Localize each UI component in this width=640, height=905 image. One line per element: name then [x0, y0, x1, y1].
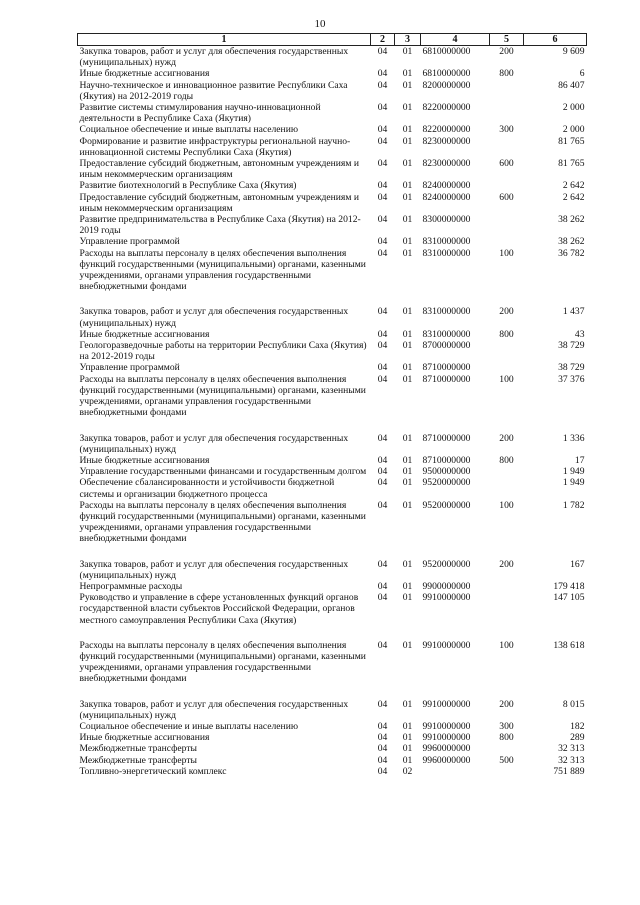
- row-target-article: 8710000000: [422, 362, 471, 374]
- row-name: Развитие системы стимулирования научно-инновационной деятельности в Республике Саха (Якутия): [79, 102, 321, 125]
- column-header-1: 1: [78, 34, 371, 46]
- table-row: [78, 640, 587, 699]
- table-row: [78, 180, 587, 191]
- row-expense-type: [490, 80, 524, 102]
- row-expense-type: 100: [499, 639, 514, 651]
- row-name: Развитие предпринимательства в Республике Саха (Якутия) на 2012-2019 годы: [79, 214, 361, 237]
- row-target-article: 6810000000: [422, 46, 471, 57]
- row-section: 04: [377, 306, 388, 318]
- row-amount: 2 000: [562, 124, 585, 136]
- row-amount: 32 313: [558, 743, 585, 755]
- table-header-row: [78, 34, 587, 46]
- page-number: 10: [314, 18, 326, 30]
- row-subsection: 01: [402, 180, 413, 192]
- table-row: [78, 500, 587, 559]
- row-subsection: 01: [402, 592, 413, 604]
- row-section: 04: [377, 328, 388, 340]
- row-amount: 289: [570, 732, 585, 744]
- row-subsection: 01: [402, 214, 413, 226]
- row-target-article: 8710000000: [422, 454, 471, 466]
- row-expense-type: [490, 362, 524, 373]
- row-amount: 147 105: [553, 592, 585, 604]
- row-name: Расходы на выплаты персоналу в целях обеспечения выполнения функций государственными (муниципальными) органами, казенными учреждениями, органами управления государственными внебюджетными фондами: [79, 499, 366, 545]
- table-row: [78, 721, 587, 732]
- row-expense-type: [490, 477, 524, 499]
- row-name: Предоставление субсидий бюджетным, автономным учреждениям и иным некоммерческим организациям: [79, 191, 359, 214]
- row-amount: 2 642: [562, 191, 585, 203]
- column-header-2: 2: [371, 34, 395, 46]
- row-expense-type: [490, 102, 524, 124]
- row-expense-type: 800: [499, 454, 514, 466]
- row-name: Расходы на выплаты персоналу в целях обеспечения выполнения функций государственными (муниципальными) органами, казенными учреждениями, органами управления государственными внебюджетными фондами: [79, 247, 366, 293]
- row-subsection: 01: [402, 743, 413, 755]
- row-target-article: 9960000000: [422, 754, 471, 766]
- row-expense-type: [490, 766, 524, 777]
- row-subsection: 01: [402, 558, 413, 570]
- row-section: 04: [377, 477, 388, 489]
- row-amount: 179 418: [553, 580, 585, 592]
- row-subsection: 01: [402, 135, 413, 147]
- row-subsection: 01: [402, 754, 413, 766]
- row-expense-type: 100: [499, 499, 514, 511]
- row-target-article: 8220000000: [422, 102, 471, 114]
- row-expense-type: 800: [499, 68, 514, 80]
- row-expense-type: [490, 236, 524, 247]
- row-amount: 182: [570, 720, 585, 732]
- row-amount: 751 889: [553, 765, 585, 777]
- row-subsection: 01: [402, 236, 413, 248]
- row-amount: 86 407: [558, 79, 585, 91]
- table-row: [78, 136, 587, 158]
- row-section: 04: [377, 639, 388, 651]
- row-target-article: 8240000000: [422, 191, 471, 203]
- row-subsection: 01: [402, 477, 413, 489]
- row-section: 04: [377, 373, 388, 385]
- row-section: 04: [377, 214, 388, 226]
- table-row: [78, 306, 587, 328]
- row-target-article: 6810000000: [422, 68, 471, 80]
- row-section: 04: [377, 743, 388, 755]
- row-expense-type: 200: [499, 698, 514, 710]
- row-section: 04: [377, 158, 388, 170]
- row-subsection: 01: [402, 46, 413, 57]
- row-section: 04: [377, 698, 388, 710]
- row-section: 04: [377, 68, 388, 80]
- row-expense-type: [490, 581, 524, 592]
- row-expense-type: 500: [499, 754, 514, 766]
- column-header-4: 4: [421, 34, 490, 46]
- row-name: Расходы на выплаты персоналу в целях обеспечения выполнения функций государственными (муниципальными) органами, казенными учреждениями, органами управления государственными внебюджетными фондами: [79, 373, 366, 419]
- row-section: 04: [377, 46, 388, 57]
- column-header-5: 5: [490, 34, 524, 46]
- row-expense-type: 800: [499, 328, 514, 340]
- table-row: [78, 46, 587, 69]
- row-expense-type: 600: [499, 158, 514, 170]
- row-expense-type: 100: [499, 373, 514, 385]
- row-section: 04: [377, 191, 388, 203]
- row-target-article: 8310000000: [422, 328, 471, 340]
- row-target-article: 9520000000: [422, 477, 471, 489]
- row-target-article: 8300000000: [422, 214, 471, 226]
- row-section: 04: [377, 592, 388, 604]
- table-row: [78, 732, 587, 743]
- row-name: Управление программой: [79, 236, 180, 248]
- row-amount: 43: [574, 328, 585, 340]
- row-amount: 1 949: [562, 477, 585, 489]
- row-subsection: 01: [402, 698, 413, 710]
- table-row: [78, 477, 587, 499]
- row-subsection: 01: [402, 124, 413, 136]
- table-row: [78, 766, 587, 777]
- row-section: 04: [377, 765, 388, 777]
- column-header-6: 6: [524, 34, 587, 46]
- row-amount: 81 765: [558, 158, 585, 170]
- row-subsection: 01: [402, 454, 413, 466]
- row-subsection: 01: [402, 306, 413, 318]
- row-subsection: 02: [402, 765, 413, 777]
- row-amount: 38 262: [558, 236, 585, 248]
- row-subsection: 01: [402, 373, 413, 385]
- row-section: 04: [377, 102, 388, 114]
- row-target-article: 8710000000: [422, 373, 471, 385]
- row-amount: 37 376: [558, 373, 585, 385]
- row-section: 04: [377, 580, 388, 592]
- row-section: 04: [377, 432, 388, 444]
- row-amount: 38 729: [558, 340, 585, 352]
- row-target-article: 9910000000: [422, 592, 471, 604]
- row-subsection: 01: [402, 247, 413, 259]
- row-subsection: 01: [402, 466, 413, 478]
- table-row: [78, 214, 587, 236]
- row-amount: 138 618: [553, 639, 585, 651]
- table-row: [78, 236, 587, 247]
- row-amount: 1 437: [562, 306, 585, 318]
- budget-table: [77, 33, 587, 777]
- row-name: Иные бюджетные ассигнования: [79, 68, 210, 80]
- row-amount: 1 782: [562, 499, 585, 511]
- row-subsection: 01: [402, 68, 413, 80]
- row-target-article: 9520000000: [422, 499, 471, 511]
- row-name: Обеспечение сбалансированности и устойчивости бюджетной системы и организации бюджетного процесса: [79, 477, 335, 500]
- row-target-article: 8700000000: [422, 340, 471, 352]
- table-row: [78, 192, 587, 214]
- table-row: [78, 124, 587, 135]
- row-target-article: 8230000000: [422, 158, 471, 170]
- row-name: Предоставление субсидий бюджетным, автономным учреждениям и иным некоммерческим организациям: [79, 158, 359, 181]
- row-expense-type: 600: [499, 191, 514, 203]
- table-row: [78, 455, 587, 466]
- row-name: Развитие биотехнологий в Республике Саха (Якутия): [79, 180, 297, 192]
- row-name: Закупка товаров, работ и услуг для обеспечения государственных (муниципальных) нужд: [79, 306, 349, 329]
- row-amount: 167: [570, 558, 585, 570]
- row-target-article: 9500000000: [422, 466, 471, 478]
- row-name: Расходы на выплаты персоналу в целях обеспечения выполнения функций государственными (муниципальными) органами, казенными учреждениями, органами управления государственными внебюджетными фондами: [79, 639, 366, 685]
- row-expense-type: [490, 136, 524, 158]
- row-subsection: 01: [402, 102, 413, 114]
- row-section: 04: [377, 340, 388, 352]
- row-target-article: 9520000000: [422, 558, 471, 570]
- table-row: [78, 68, 587, 79]
- table-body: [78, 46, 587, 777]
- row-amount: 1 336: [562, 432, 585, 444]
- row-section: 04: [377, 499, 388, 511]
- column-header-3: 3: [395, 34, 421, 46]
- row-target-article: 8310000000: [422, 236, 471, 248]
- row-expense-type: 300: [499, 720, 514, 732]
- row-name: Иные бюджетные ассигнования: [79, 454, 210, 466]
- row-subsection: 01: [402, 499, 413, 511]
- row-amount: 38 729: [558, 362, 585, 374]
- row-section: 04: [377, 732, 388, 744]
- row-section: 04: [377, 236, 388, 248]
- row-amount: 32 313: [558, 754, 585, 766]
- table-row: [78, 433, 587, 455]
- table-row: [78, 699, 587, 721]
- row-target-article: 8310000000: [422, 247, 471, 259]
- row-expense-type: [490, 592, 524, 640]
- table-row: [78, 102, 587, 124]
- row-section: 04: [377, 754, 388, 766]
- row-expense-type: 200: [499, 558, 514, 570]
- row-amount: 81 765: [558, 135, 585, 147]
- row-target-article: 9900000000: [422, 580, 471, 592]
- row-amount: 8 015: [562, 698, 585, 710]
- row-expense-type: [490, 340, 524, 362]
- row-name: Управление государственными финансами и государственным долгом: [79, 466, 367, 478]
- row-target-article: 9910000000: [422, 639, 471, 651]
- row-section: 04: [377, 466, 388, 478]
- row-name: Руководство и управление в сфере установленных функций органов государственной власти субъектов Российской Федерации, органов местного самоуправления Республики Саха (Якутия): [79, 592, 359, 626]
- row-subsection: 01: [402, 639, 413, 651]
- row-name: Топливно-энергетический комплекс: [79, 765, 227, 777]
- row-amount: 38 262: [558, 214, 585, 226]
- row-expense-type: [490, 743, 524, 754]
- row-name: Закупка товаров, работ и услуг для обеспечения государственных (муниципальных) нужд: [79, 698, 349, 721]
- row-target-article: 8310000000: [422, 306, 471, 318]
- row-section: 04: [377, 124, 388, 136]
- table-row: [78, 743, 587, 754]
- row-name: Социальное обеспечение и иные выплаты населению: [79, 720, 298, 732]
- row-target-article: 9910000000: [422, 720, 471, 732]
- row-section: 04: [377, 720, 388, 732]
- row-subsection: 01: [402, 328, 413, 340]
- table-row: [78, 466, 587, 477]
- row-subsection: 01: [402, 732, 413, 744]
- row-subsection: 01: [402, 158, 413, 170]
- row-name: Формирование и развитие инфраструктуры региональной научно-инновационной системы Республики Саха (Якутия): [79, 135, 351, 158]
- row-amount: 36 782: [558, 247, 585, 259]
- row-target-article: 8240000000: [422, 180, 471, 192]
- row-expense-type: 200: [499, 306, 514, 318]
- row-name: Непрограммные расходы: [79, 580, 183, 592]
- table-row: [78, 755, 587, 766]
- row-name: Закупка товаров, работ и услуг для обеспечения государственных (муниципальных) нужд: [79, 432, 349, 455]
- row-subsection: 01: [402, 191, 413, 203]
- row-name: Управление программой: [79, 362, 180, 374]
- row-section: 04: [377, 362, 388, 374]
- row-expense-type: 200: [499, 432, 514, 444]
- row-name: Закупка товаров, работ и услуг для обеспечения государственных (муниципальных) нужд: [79, 558, 349, 581]
- table-row: [78, 329, 587, 340]
- row-target-article: [421, 766, 490, 777]
- row-target-article: 9960000000: [422, 743, 471, 755]
- row-name: Геологоразведочные работы на территории Республики Саха (Якутия) на 2012-2019 годы: [79, 340, 367, 363]
- table-row: [78, 581, 587, 592]
- table-row: [78, 559, 587, 581]
- row-expense-type: 300: [499, 124, 514, 136]
- table-row: [78, 592, 587, 640]
- row-name: Межбюджетные трансферты: [79, 754, 197, 766]
- row-amount: 6: [579, 68, 585, 80]
- row-section: 04: [377, 247, 388, 259]
- row-target-article: 8230000000: [422, 135, 471, 147]
- row-target-article: 8220000000: [422, 124, 471, 136]
- row-expense-type: [490, 214, 524, 236]
- row-subsection: 01: [402, 79, 413, 91]
- row-expense-type: 800: [499, 732, 514, 744]
- row-subsection: 01: [402, 580, 413, 592]
- table-row: [78, 374, 587, 433]
- table-row: [78, 362, 587, 373]
- row-expense-type: [490, 180, 524, 191]
- row-name: Иные бюджетные ассигнования: [79, 328, 210, 340]
- row-target-article: 9910000000: [422, 732, 471, 744]
- row-target-article: 9910000000: [422, 698, 471, 710]
- table-row: [78, 80, 587, 102]
- row-target-article: 8200000000: [422, 79, 471, 91]
- row-amount: 17: [574, 454, 585, 466]
- row-section: 04: [377, 180, 388, 192]
- table-row: [78, 158, 587, 180]
- row-name: Закупка товаров, работ и услуг для обеспечения государственных (муниципальных) нужд: [79, 46, 349, 69]
- row-name: Межбюджетные трансферты: [79, 743, 197, 755]
- row-name: Научно-техническое и инновационное развитие Республики Саха (Якутия) на 2012-2019 годы: [79, 79, 348, 102]
- table-row: [78, 248, 587, 307]
- row-section: 04: [377, 79, 388, 91]
- table-row: [78, 340, 587, 362]
- row-amount: 2 000: [562, 102, 585, 114]
- row-name: Иные бюджетные ассигнования: [79, 732, 210, 744]
- row-subsection: 01: [402, 720, 413, 732]
- row-section: 04: [377, 454, 388, 466]
- row-subsection: 01: [402, 432, 413, 444]
- row-section: 04: [377, 558, 388, 570]
- row-amount: 2 642: [562, 180, 585, 192]
- row-expense-type: 200: [499, 46, 514, 57]
- row-amount: 9 609: [562, 46, 585, 57]
- row-section: 04: [377, 135, 388, 147]
- row-amount: 1 949: [562, 466, 585, 478]
- row-subsection: 01: [402, 340, 413, 352]
- row-name: Социальное обеспечение и иные выплаты населению: [79, 124, 298, 136]
- row-expense-type: [490, 466, 524, 477]
- row-subsection: 01: [402, 362, 413, 374]
- row-expense-type: 100: [499, 247, 514, 259]
- row-target-article: 8710000000: [422, 432, 471, 444]
